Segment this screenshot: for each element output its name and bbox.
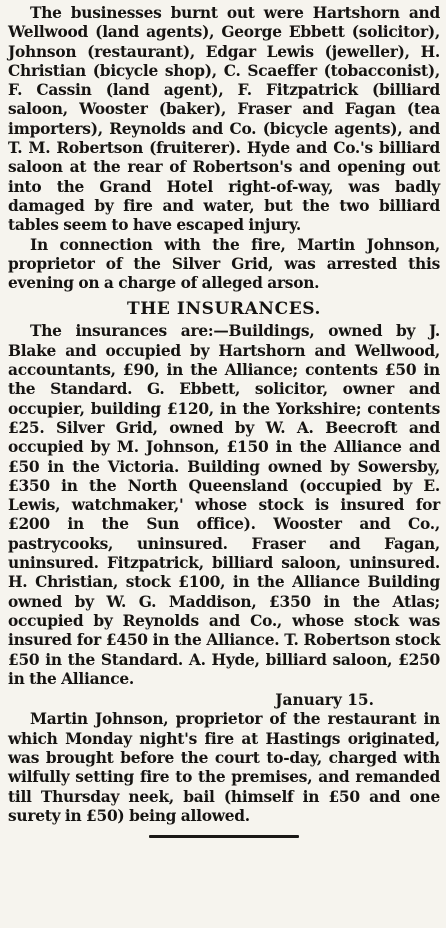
article-paragraph-fire-businesses: The businesses burnt out were Hartshorn and Wellwood (land agents), George Ebbett (solicitor), Johnson (restaurant), Edgar Lewis (jeweller), H. Christian (bicycle shop), C. Scaeffer (tobacconist), F. Cassin (land agent), F. Fitzpatrick (billiard saloon, Wooster (baker), Fraser and Fagan (tea importers), Reynolds and Co. (bicycle agents), and T. M. Robertson (fruiterer). Hyde and Co.'s billiard saloon at the rear of Robertson's and opening out into the Grand Hotel right-of-way, was badly damaged by fire and water, but the two billiard tables seem to have escaped injury. (8, 4, 440, 235)
end-rule (149, 835, 299, 838)
section-heading: THE INSURANCES. (126, 299, 322, 320)
article-paragraph-arrest: In connection with the fire, Martin Johnson, proprietor of the Silver Grid, was arrested this evening on a charge of alleged arson. (8, 235, 440, 293)
dateline: January 15. (275, 691, 374, 710)
article-paragraph-court: Martin Johnson, proprietor of the restaurant in which Monday night's fire at Hastings originated, was brought before the court to-day, charged with wilfully setting fire to the premises, and remanded till Thursday neek, bail (himself in £50 and one surety in £50) being allowed. (8, 710, 440, 825)
article-paragraph-insurances: The insurances are:—Buildings, owned by J. Blake and occupied by Hartshorn and Wellwood, accountants, £90, in the Alliance; contents £50 in the Standard. G. Ebbett, solicitor, owner and occupier, building £120, in the Yorkshire; contents £25. Silver Grid, owned by W. A. Beecroft and occupied by M. Johnson, £150 in the Alliance and £50 in the Victoria. Building owned by Sowersby, £350 in the North Queensland (occupied by E. Lewis, watchmaker,' whose stock is insured for £200 in the Sun office). Wooster and Co., pastrycooks, uninsured. Fraser and Fagan, uninsured. Fitzpatrick, billiard saloon, uninsured. H. Christian, stock £100, in the Alliance Building owned by W. G. Maddison, £350 in the Atlas; occupied by Reynolds and Co., whose stock was insured for £450 in the Alliance. T. Robertson stock £50 in the Standard. A. Hyde, billiard saloon, £250 in the Alliance. (8, 322, 440, 688)
